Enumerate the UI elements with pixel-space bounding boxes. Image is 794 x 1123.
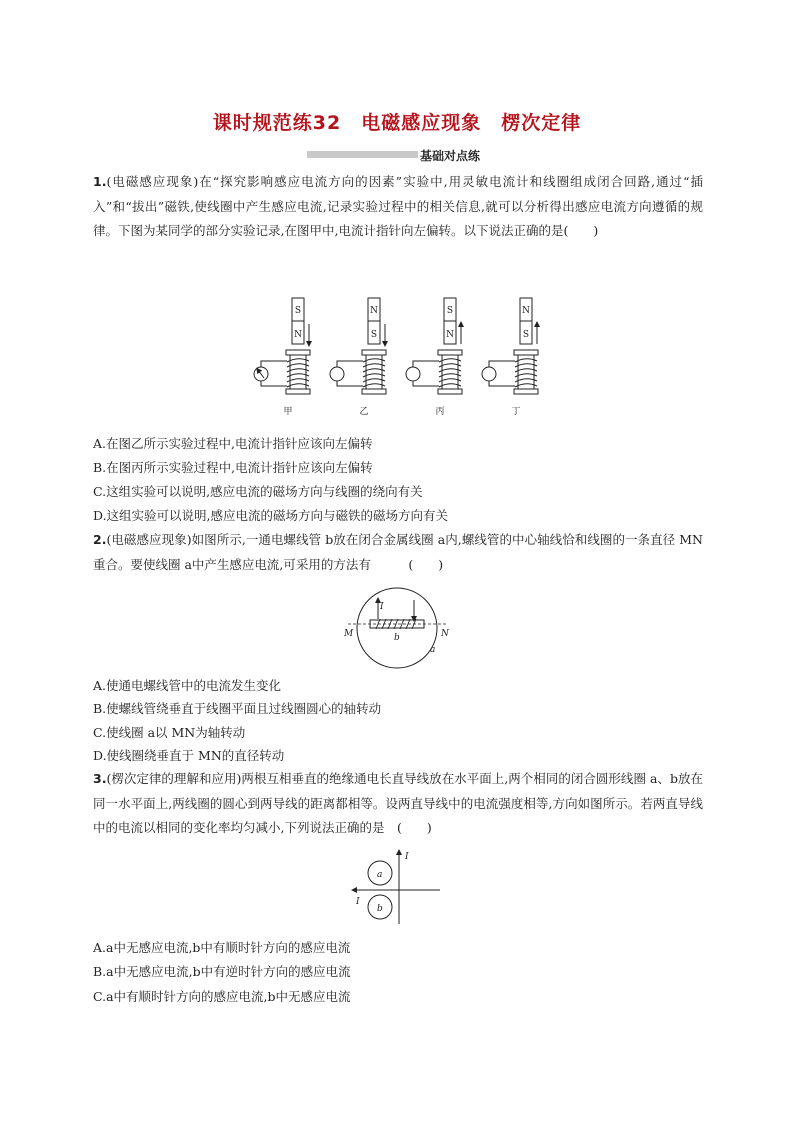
magnet-pole-bottom: S: [522, 330, 530, 340]
label-i-vertical: I: [405, 852, 409, 862]
label-n: N: [441, 629, 449, 639]
question-2-number: 2.: [93, 532, 107, 547]
label-a: a: [430, 645, 436, 655]
question-3-stem: 3.(楞次定律的理解和应用)两根互相垂直的绝缘通电长直导线放在水平面上,两个相同的闭合圆形线圈 a、b放在同一水平面上,两线圈的圆心到两导线的距离都相等。设两直导线中的电流强度相等,方向如图所示。若两直导线中的电流以相同的变化率均匀减小,下列说法正确的是 ( ): [93, 771, 703, 835]
question-2-stem: 2.(电磁感应现象)如图所示,一通电螺线管 b放在闭合金属线圈 a内,螺线管的中心轴线恰和线圈的一条直径 MN重合。要使线圈 a中产生感应电流,可采用的方法有 ( ): [93, 532, 703, 572]
label-current: I: [380, 602, 384, 612]
question-1-option-b[interactable]: B.在图丙所示实验过程中,电流计指针应该向左偏转: [93, 460, 373, 475]
coil-bottom-plate: [514, 389, 538, 394]
section-divider: [307, 151, 418, 158]
magnet-pole-bottom: S: [370, 330, 378, 340]
question-3-option-a[interactable]: A.a中无感应电流,b中有顺时针方向的感应电流: [93, 940, 351, 955]
question-3-option-c[interactable]: C.a中有顺时针方向的感应电流,b中无感应电流: [93, 989, 351, 1004]
coil-top-plate: [514, 350, 538, 355]
coil-lead-bottom: [337, 381, 363, 386]
coil-top-plate: [286, 350, 310, 355]
figure-label: 丁: [511, 407, 521, 417]
magnet-pole-top: N: [370, 306, 378, 316]
magnet-pole-top: N: [522, 306, 530, 316]
coil-lead-bottom: [261, 381, 287, 386]
question-1-stem: 1.(电磁感应现象)在“探究影响感应电流方向的因素”实验中,用灵敏电流计和线圈组成闭合回路,通过“插入”和“拔出”磁铁,使线圈中产生感应电流,记录实验过程中的相关信息,就可以分析得出感应电流方向遵循的规律。下图为某同学的部分实验记录,在图甲中,电流计指针向左偏转。以下说法正确的是( ): [93, 174, 703, 238]
magnet-pole-top: S: [294, 306, 302, 316]
label-m: M: [344, 629, 354, 639]
question-2-option-a[interactable]: A.使通电螺线管中的电流发生变化: [93, 678, 282, 693]
figure-label: 丙: [435, 407, 445, 417]
coil-lead-bottom: [413, 381, 439, 386]
label-b: b: [394, 633, 400, 643]
coil-lead-top: [413, 361, 439, 367]
coil-top-plate: [362, 350, 386, 355]
question-2-option-d[interactable]: D.使线圈绕垂直于 MN的直径转动: [93, 748, 285, 763]
galvanometer-icon: [330, 367, 344, 381]
question-1-number: 1.: [93, 174, 107, 189]
question-3-figure: [348, 846, 448, 926]
question-1-option-d[interactable]: D.这组实验可以说明,感应电流的磁场方向与磁铁的磁场方向有关: [93, 508, 449, 523]
figure-label: 甲: [283, 407, 293, 417]
question-1-option-c[interactable]: C.这组实验可以说明,感应电流的磁场方向与线圈的绕向有关: [93, 484, 423, 499]
section-label: 基础对点练: [420, 149, 481, 163]
label-coil-b: b: [377, 904, 383, 914]
coil-top-plate: [438, 350, 462, 355]
galvanometer-icon: [482, 367, 496, 381]
magnet-pole-top: S: [446, 306, 454, 316]
question-1-option-a[interactable]: A.在图乙所示实验过程中,电流计指针应该向左偏转: [93, 436, 373, 451]
question-2-option-b[interactable]: B.使螺线管绕垂直于线圈平面且过线圈圆心的轴转动: [93, 701, 382, 716]
coil-lead-top: [489, 361, 515, 367]
label-coil-a: a: [377, 870, 383, 880]
question-3-option-b[interactable]: B.a中无感应电流,b中有逆时针方向的感应电流: [93, 964, 351, 979]
magnet-pole-bottom: N: [294, 330, 302, 340]
coil-lead-bottom: [489, 381, 515, 386]
question-2-option-c[interactable]: C.使线圈 a以 MN为轴转动: [93, 725, 246, 740]
figure-label: 乙: [359, 407, 369, 417]
label-i-horizontal: I: [356, 897, 360, 907]
question-1-figure: [250, 296, 560, 424]
question-3-number: 3.: [93, 771, 107, 786]
magnet-pole-bottom: N: [446, 330, 454, 340]
question-2-figure: [340, 586, 460, 670]
galvanometer-icon: [406, 367, 420, 381]
coil-bottom-plate: [286, 389, 310, 394]
coil-bottom-plate: [438, 389, 462, 394]
coil-bottom-plate: [362, 389, 386, 394]
coil-lead-top: [337, 361, 363, 367]
coil-lead-top: [261, 361, 287, 367]
page-title: 课时规范练32 电磁感应现象 楞次定律: [212, 112, 582, 134]
